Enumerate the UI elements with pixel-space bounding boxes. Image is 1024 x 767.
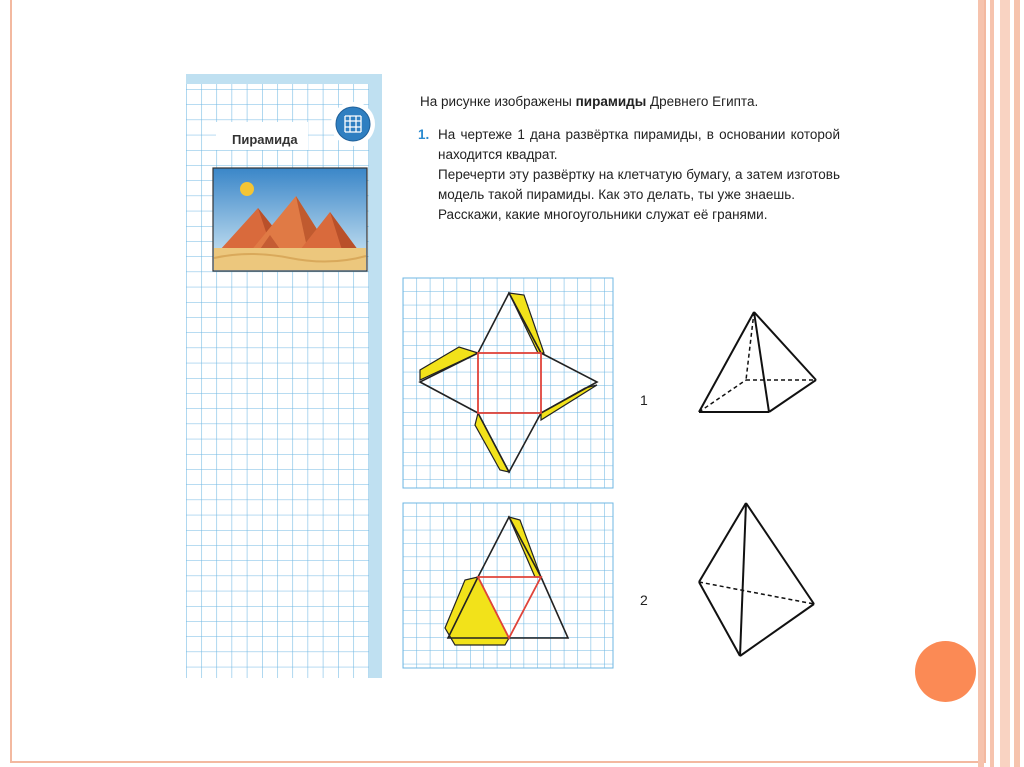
right-stripe-4 bbox=[1014, 0, 1020, 767]
net-grid-2 bbox=[403, 503, 613, 668]
intro-bold: пирамиды bbox=[575, 94, 647, 109]
intro-suffix: Древнего Египта. bbox=[646, 94, 759, 109]
square-pyramid-3d bbox=[699, 312, 816, 412]
grid-globe-icon bbox=[331, 102, 375, 146]
figure-label-2: 2 bbox=[640, 592, 648, 608]
right-stripe-2 bbox=[990, 0, 994, 767]
sidebar-grid bbox=[186, 74, 382, 678]
task-line-1: На чертеже 1 дана развёртка пирамиды, в основании которой находится квадрат. bbox=[438, 127, 840, 162]
right-stripe-3 bbox=[1000, 0, 1010, 767]
right-stripe-1 bbox=[978, 0, 984, 767]
intro-prefix: На рисунке изображены bbox=[420, 94, 576, 109]
task-number: 1. bbox=[418, 127, 430, 142]
text-block bbox=[420, 92, 840, 225]
egypt-pyramids-picture bbox=[213, 168, 367, 271]
tetrahedron-3d bbox=[699, 503, 814, 656]
intro-line bbox=[420, 92, 840, 112]
decorative-orange-circle bbox=[915, 641, 976, 702]
figure-label-1: 1 bbox=[640, 392, 648, 408]
net-grid-1 bbox=[403, 278, 613, 488]
sidebar-title: Пирамида bbox=[232, 132, 298, 147]
task-line-3: Расскажи, какие многоугольники служат её гранями. bbox=[438, 207, 768, 222]
task-line-2: Перечерти эту развёртку на клетчатую бумагу, а затем изготовь модель такой пирамиды. Как это делать, ты уже знаешь. bbox=[438, 167, 840, 202]
